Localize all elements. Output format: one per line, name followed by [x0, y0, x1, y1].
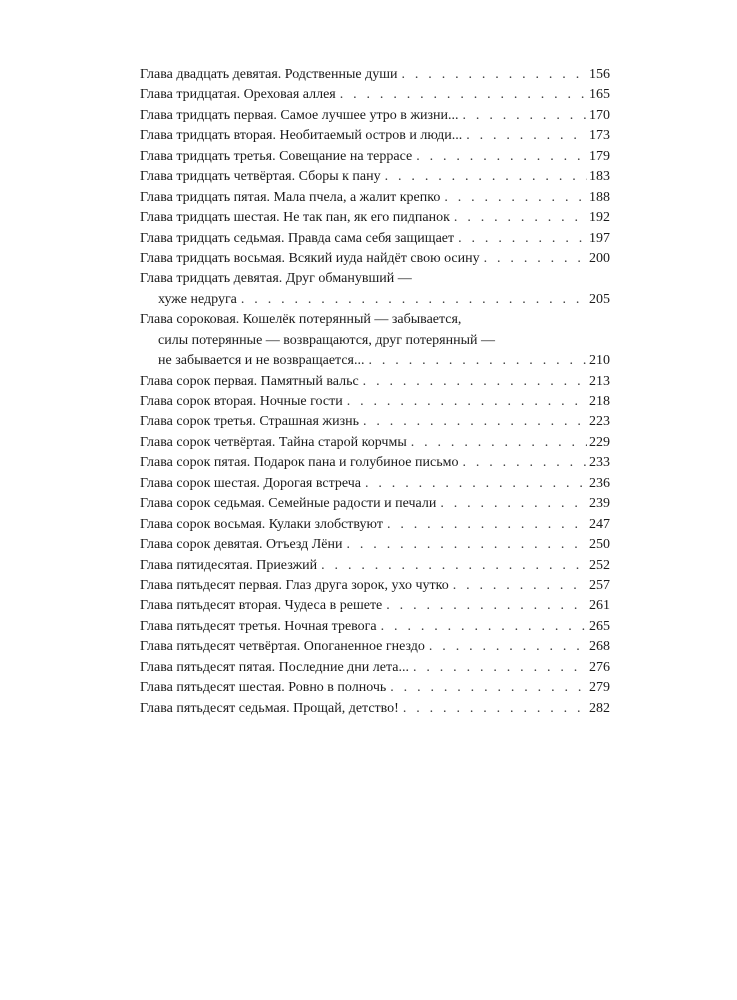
- toc-entry-title: Глава сорок восьмая. Кулаки злобствуют: [140, 516, 383, 532]
- toc-entry-title: Глава сороковая. Кошелёк потерянный — забывается,: [140, 312, 462, 328]
- toc-entry-page: 282: [589, 700, 610, 716]
- toc-entry-title: Глава тридцать первая. Самое лучшее утро в жизни...: [140, 107, 459, 123]
- toc-entry: [140, 535, 610, 555]
- toc-entry-page: 170: [589, 107, 610, 123]
- toc-entry: [140, 269, 610, 310]
- toc-entry-page: 183: [589, 169, 610, 185]
- toc-entry: [140, 147, 610, 167]
- toc-entry-title-continued: не забывается и не возвращается...: [158, 353, 365, 369]
- dot-leader: [413, 658, 587, 678]
- dot-leader: [347, 392, 587, 412]
- toc-entry-page: 156: [589, 67, 610, 82]
- toc-entry: [140, 208, 610, 228]
- toc-entry-page: 205: [589, 291, 610, 307]
- toc-entry-title: Глава тридцать шестая. Не так пан, як его пидпанок: [140, 210, 450, 226]
- table-of-contents: [140, 65, 610, 719]
- toc-entry-title: Глава тридцать седьмая. Правда сама себя защищает: [140, 230, 455, 246]
- toc-entry: [140, 392, 610, 412]
- toc-entry-title: Глава сорок четвёртая. Тайна старой корчмы: [140, 434, 407, 450]
- toc-entry: [140, 699, 610, 719]
- toc-entry-title: Глава пятьдесят третья. Ночная тревога: [140, 618, 377, 634]
- toc-entry: [140, 126, 610, 146]
- toc-entry-title: Глава сорок пятая. Подарок пана и голубиное письмо: [140, 455, 459, 471]
- toc-entry-page: 210: [589, 353, 610, 369]
- toc-entry-title: Глава двадцать девятая. Родственные души: [140, 67, 398, 82]
- dot-leader: [440, 494, 587, 514]
- toc-entry: [140, 556, 610, 576]
- toc-entry-page: 239: [589, 496, 610, 512]
- dot-leader: [458, 229, 587, 249]
- toc-entry: [140, 474, 610, 494]
- dot-leader: [241, 290, 587, 310]
- toc-entry-page: 279: [589, 680, 610, 696]
- dot-leader: [321, 556, 587, 576]
- dot-leader: [463, 106, 587, 126]
- toc-entry: [140, 637, 610, 657]
- toc-entry: [140, 658, 610, 678]
- toc-entry-title: Глава сорок шестая. Дорогая встреча: [140, 475, 361, 491]
- dot-leader: [385, 167, 587, 187]
- toc-entry: [140, 106, 610, 126]
- toc-entry-page: 218: [589, 394, 610, 409]
- dot-leader: [462, 453, 587, 473]
- toc-entry: [140, 372, 610, 392]
- dot-leader: [453, 576, 587, 596]
- toc-entry-page: 213: [589, 373, 610, 389]
- toc-entry: [140, 576, 610, 596]
- dot-leader: [347, 535, 588, 555]
- toc-entry-title: Глава сорок первая. Памятный вальс: [140, 373, 359, 389]
- toc-entry-page: 223: [589, 414, 610, 430]
- dot-leader: [381, 617, 587, 637]
- dot-leader: [365, 474, 587, 494]
- toc-entry-title: Глава тридцать третья. Совещание на террасе: [140, 148, 413, 164]
- toc-entry: [140, 85, 610, 105]
- toc-entry-page: 257: [589, 577, 610, 593]
- toc-entry: [140, 310, 610, 371]
- toc-entry-title: Глава пятьдесят шестая. Ровно в полночь: [140, 680, 387, 696]
- toc-entry-title-continued: силы потерянные — возвращаются, друг потерянный —: [158, 332, 496, 348]
- toc-entry: [140, 167, 610, 187]
- toc-entry: [140, 188, 610, 208]
- toc-entry-title: Глава сорок девятая. Отъезд Лёни: [140, 537, 343, 553]
- dot-leader: [403, 699, 587, 719]
- toc-entry: [140, 494, 610, 514]
- dot-leader: [411, 433, 587, 453]
- toc-entry-title: Глава пятидесятая. Приезжий: [140, 557, 318, 573]
- toc-entry-page: 252: [589, 557, 610, 573]
- toc-entry: [140, 515, 610, 535]
- toc-entry-page: 192: [589, 210, 610, 226]
- toc-entry-page: 233: [589, 455, 610, 471]
- toc-entry-page: 229: [589, 434, 610, 450]
- toc-entry-page: 173: [589, 128, 610, 144]
- toc-entry-page: 247: [589, 516, 610, 532]
- dot-leader: [429, 637, 587, 657]
- toc-entry-title-continued: хуже недруга: [158, 291, 237, 307]
- toc-entry-title: Глава тридцать девятая. Друг обманувший —: [140, 271, 412, 287]
- dot-leader: [386, 596, 587, 616]
- dot-leader: [444, 188, 587, 208]
- toc-entry-page: 250: [589, 537, 610, 553]
- toc-entry-page: 200: [589, 250, 610, 266]
- toc-entry-page: 276: [589, 659, 610, 675]
- dot-leader: [402, 65, 588, 85]
- dot-leader: [390, 678, 587, 698]
- toc-entry-title: Глава тридцать вторая. Необитаемый остров и люди...: [140, 128, 463, 144]
- dot-leader: [454, 208, 587, 228]
- dot-leader: [363, 412, 587, 432]
- toc-entry-page: 261: [589, 598, 610, 614]
- toc-entry: [140, 412, 610, 432]
- toc-entry: [140, 229, 610, 249]
- toc-entry: [140, 249, 610, 269]
- toc-entry-title: Глава тридцать восьмая. Всякий иуда найдёт свою осину: [140, 250, 480, 266]
- toc-entry: [140, 678, 610, 698]
- toc-entry-title: Глава сорок третья. Страшная жизнь: [140, 414, 359, 430]
- toc-entry-page: 236: [589, 475, 610, 491]
- dot-leader: [340, 85, 587, 105]
- toc-entry-page: 179: [589, 148, 610, 164]
- dot-leader: [387, 515, 587, 535]
- dot-leader: [363, 372, 587, 392]
- toc-entry-title: Глава пятьдесят седьмая. Прощай, детство!: [140, 700, 399, 716]
- toc-entry-page: 268: [589, 639, 610, 655]
- toc-entry-page: 188: [589, 189, 610, 205]
- toc-entry-title: Глава тридцатая. Ореховая аллея: [140, 87, 336, 103]
- toc-entry-title: Глава пятьдесят вторая. Чудеса в решете: [140, 598, 383, 614]
- toc-entry-title: Глава сорок вторая. Ночные гости: [140, 394, 343, 409]
- toc-entry: [140, 596, 610, 616]
- toc-entry-title: Глава тридцать пятая. Мала пчела, а жалит крепко: [140, 189, 441, 205]
- toc-entry-page: 197: [589, 230, 610, 246]
- dot-leader: [484, 249, 587, 269]
- toc-entry-title: Глава тридцать четвёртая. Сборы к пану: [140, 169, 381, 185]
- toc-entry-title: Глава пятьдесят четвёртая. Опоганенное гнездо: [140, 639, 425, 655]
- toc-entry-page: 265: [589, 618, 610, 634]
- toc-entry: [140, 65, 610, 85]
- toc-entry: [140, 617, 610, 637]
- toc-entry: [140, 433, 610, 453]
- toc-entry-title: Глава пятьдесят первая. Глаз друга зорок, ухо чутко: [140, 577, 449, 593]
- toc-entry: [140, 453, 610, 473]
- dot-leader: [416, 147, 587, 167]
- toc-entry-page: 165: [589, 87, 610, 103]
- dot-leader: [466, 126, 587, 146]
- toc-entry-title: Глава пятьдесят пятая. Последние дни лета...: [140, 659, 409, 675]
- dot-leader: [369, 351, 588, 371]
- toc-entry-title: Глава сорок седьмая. Семейные радости и печали: [140, 496, 437, 512]
